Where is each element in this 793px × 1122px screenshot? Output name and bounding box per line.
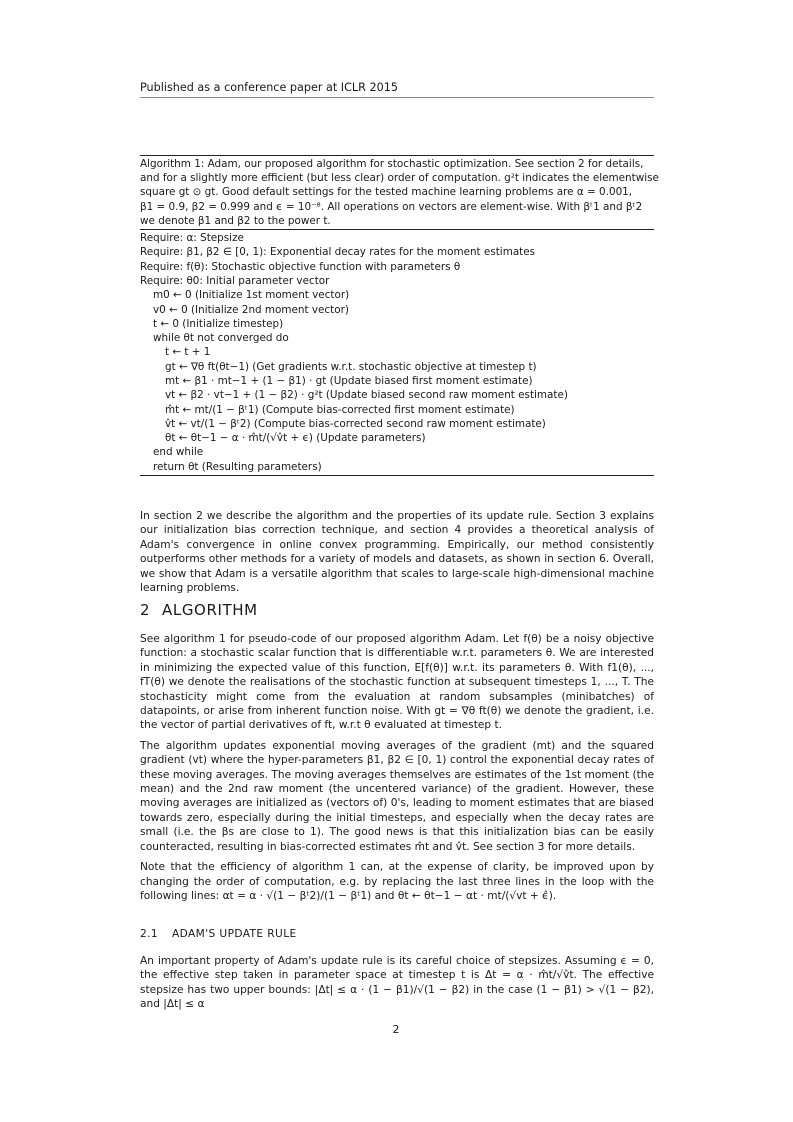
subsection-body xyxy=(140,954,654,1018)
caption-line: and for a slightly more efficient (but less clear) order of computation. g²t indicates the elementwise xyxy=(140,172,659,185)
algorithm-line: Require: f(θ): Stochastic objective function with parameters θ xyxy=(140,260,461,273)
algorithm-line: vt ← β2 · vt−1 + (1 − β2) · g²t (Update biased second raw moment estimate) xyxy=(165,389,568,402)
subsection-title: ADAM'S UPDATE RULE xyxy=(172,928,297,940)
algorithm-bottom-rule xyxy=(140,475,654,476)
caption-line: Algorithm 1: Adam, our proposed algorithm for stochastic optimization. See section 2 for details, xyxy=(140,158,644,170)
algorithm-line: t ← 0 (Initialize timestep) xyxy=(153,317,284,330)
algorithm-line: mt ← β1 · mt−1 + (1 − β1) · gt (Update biased first moment estimate) xyxy=(165,374,533,387)
section-number: 2 xyxy=(140,601,151,619)
caption-line: β1 = 0.9, β2 = 0.999 and ϵ = 10⁻⁸. All operations on vectors are element-wise. With βᵗ1 and βᵗ2 xyxy=(140,200,643,213)
algorithm-line: gt ← ∇θ ft(θt−1) (Get gradients w.r.t. stochastic objective at timestep t) xyxy=(165,360,537,373)
subsection-number: 2.1 xyxy=(140,928,159,940)
section-title: ALGORITHM xyxy=(162,601,258,619)
algorithm-caption xyxy=(140,156,659,229)
algorithm-line: Require: θ0: Initial parameter vector xyxy=(140,274,330,287)
algorithm-line: θt ← θt−1 − α · m̂t/(√v̂t + ϵ) (Update parameters) xyxy=(165,432,426,445)
algorithm-box xyxy=(140,155,659,476)
subsection-heading xyxy=(140,928,654,940)
caption-line: square gt ⊙ gt. Good default settings for the tested machine learning problems are α = 0.001, xyxy=(140,186,633,199)
algorithm-line: Require: β1, β2 ∈ [0, 1): Exponential decay rates for the moment estimates xyxy=(140,246,536,259)
section-paragraph: Note that the efficiency of algorithm 1 can, at the expense of clarity, be improved upon by changing the order of computation, e.g. by replacing the last three lines in the loop with the following lines: αt = α · √(1 − βᵗ2)/(1 − βᵗ1) and θt ← θt−1 − αt · mt/(√vt + ϵ̂). xyxy=(140,861,654,902)
section-paragraph: The algorithm updates exponential moving averages of the gradient (mt) and the squared gradient (vt) where the hyper-parameters β1, β2 ∈ [0, 1) control the exponential decay rates of these moving averages. The moving averages themselves are estimates of the 1st moment (the mean) and the 2nd raw moment (the uncentered variance) of the gradient. However, these moving averages are initialized as (vectors of) 0's, leading to moment estimates that are biased towards zero, especially during the initial timesteps, and especially when the decay rates are small (i.e. the βs are close to 1). The good news is that this initialization bias can be easily counteracted, resulting in bias-corrected estimates m̂t and v̂t. See section 3 for more details. xyxy=(140,739,654,853)
page-number: 2 xyxy=(392,1023,400,1036)
algorithm-line: v0 ← 0 (Initialize 2nd moment vector) xyxy=(153,303,349,316)
intro-paragraph-block xyxy=(140,509,654,601)
algorithm-line: m̂t ← mt/(1 − βᵗ1) (Compute bias-corrected first moment estimate) xyxy=(165,403,515,416)
algorithm-line: Require: α: Stepsize xyxy=(140,232,244,245)
algorithm-line: end while xyxy=(153,446,204,459)
section-body xyxy=(140,632,654,909)
caption-line: we denote β1 and β2 to the power t. xyxy=(140,214,331,227)
algorithm-line: while θt not converged do xyxy=(153,332,289,345)
section-heading xyxy=(140,601,654,619)
algorithm-body xyxy=(140,230,654,475)
subsection-paragraph: An important property of Adam's update rule is its careful choice of stepsizes. Assuming ϵ = 0, the effective step taken in parameter space at timestep t is Δt = α · m̂t/√v̂t. The effective stepsize has two upper bounds: |Δt| ≤ α · (1 − β1)/√(1 − β2) in the case (1 − β1) > √(1 − β2), and |Δt| ≤ α xyxy=(140,955,654,1011)
algorithm-line: m0 ← 0 (Initialize 1st moment vector) xyxy=(153,289,350,302)
section-paragraph: See algorithm 1 for pseudo-code of our proposed algorithm Adam. Let f(θ) be a noisy objective function: a stochastic scalar function that is differentiable w.r.t. parameters θ. We are interested in minimizing the expected value of this function, E[f(θ)] w.r.t. its parameters θ. With f1(θ), ..., fT(θ) we denote the realisations of the stochastic function at subsequent timesteps 1, ..., T. The stochasticity might come from the evaluation at random subsamples (minibatches) of datapoints, or arise from inherent function noise. With gt = ∇θ ft(θ) we denote the gradient, i.e. the vector of partial derivatives of ft, w.r.t θ evaluated at timestep t. xyxy=(140,633,654,732)
algorithm-line: v̂t ← vt/(1 − βᵗ2) (Compute bias-corrected second raw moment estimate) xyxy=(165,417,546,430)
intro-paragraph: In section 2 we describe the algorithm and the properties of its update rule. Section 3 explains our initialization bias correction technique, and section 4 provides a theoretical analysis of Adam's convergence in online convex programming. Empirically, our method consistently outperforms other methods for a variety of models and datasets, as shown in section 6. Overall, we show that Adam is a versatile algorithm that scales to large-scale high-dimensional machine learning problems. xyxy=(140,510,654,595)
algorithm-line: t ← t + 1 xyxy=(165,346,211,359)
running-header: Published as a conference paper at ICLR 2015 xyxy=(140,81,654,98)
algorithm-line: return θt (Resulting parameters) xyxy=(153,460,322,473)
